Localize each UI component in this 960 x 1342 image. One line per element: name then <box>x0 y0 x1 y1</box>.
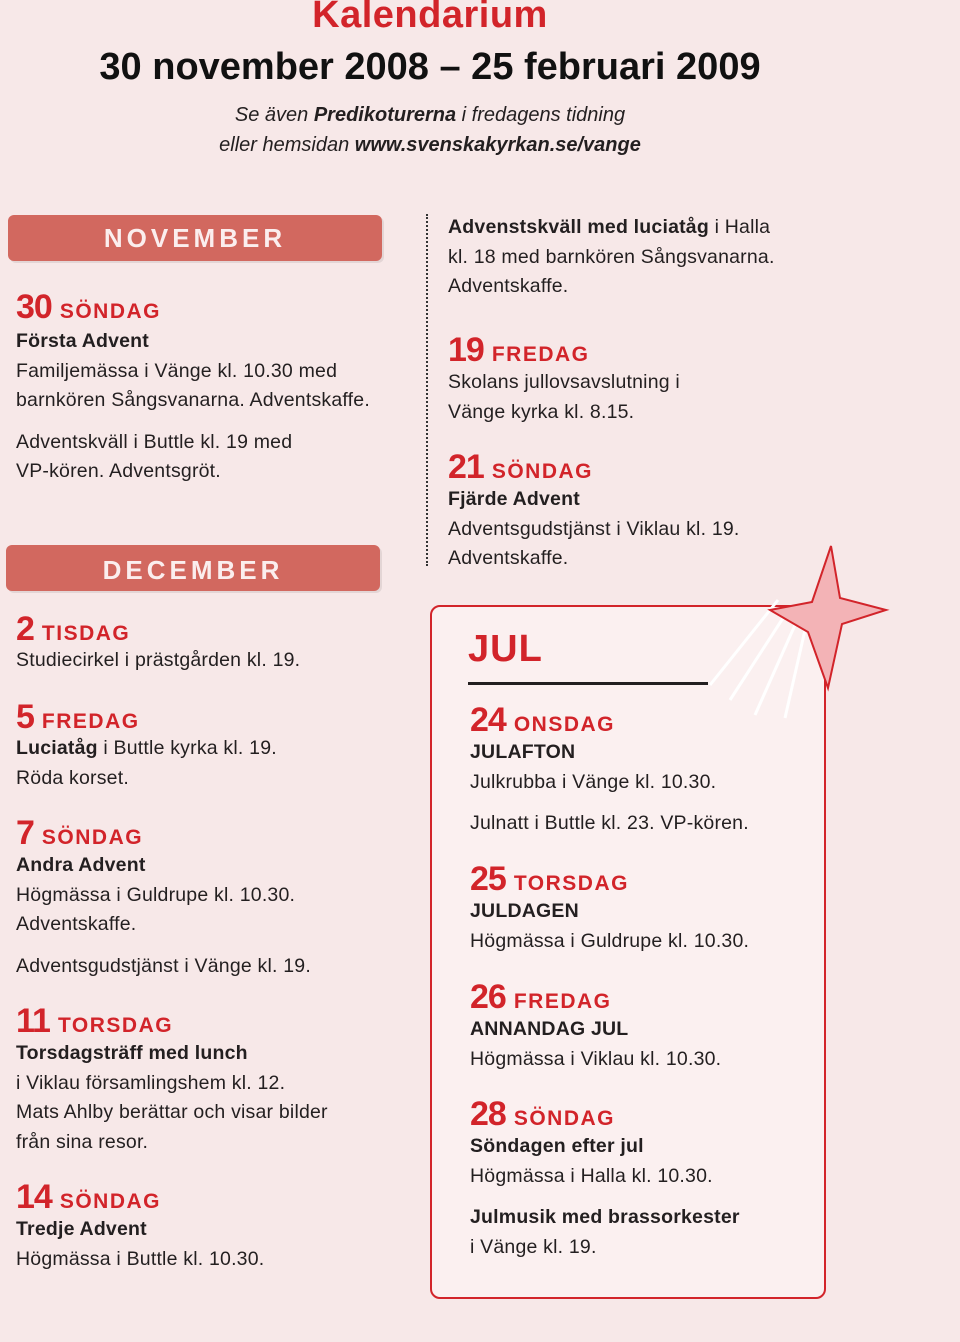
event-line: Vänge kyrka kl. 8.15. <box>448 400 635 423</box>
event-text <box>16 1039 328 1157</box>
day-number: 26 <box>470 978 506 1016</box>
event-text <box>470 1015 721 1074</box>
event-line: i Halla <box>708 216 771 238</box>
event-line: Skolans jullovsavslutning i <box>448 371 680 393</box>
day-number: 5 <box>16 698 34 736</box>
day-heading <box>470 980 612 1014</box>
day-name: TORSDAG <box>57 1014 174 1037</box>
intro-line-2 <box>0 130 860 160</box>
event-title: Advenstskväll med luciatåg <box>448 216 709 238</box>
event-title: JULDAGEN <box>470 900 579 922</box>
day-name: TORSDAG <box>513 872 629 895</box>
event-line: Familjemässa i Vänge kl. 10.30 med <box>16 359 338 382</box>
date-range-heading: 30 november 2008 – 25 februari 2009 <box>99 46 761 88</box>
day-heading <box>16 1004 173 1038</box>
month-label: DECEMBER <box>102 555 284 585</box>
event-line: Adventskaffe. <box>448 275 569 297</box>
day-number: 28 <box>470 1095 506 1133</box>
event-title: Söndagen efter jul <box>470 1135 644 1157</box>
day-heading <box>470 1097 615 1131</box>
event-line: Röda korset. <box>16 766 129 789</box>
event-text <box>448 213 775 302</box>
day-number: 21 <box>448 448 484 486</box>
event-text <box>470 897 749 956</box>
intro-text: Se även <box>234 104 314 126</box>
event-line: i Vänge kl. 19. <box>470 1235 597 1258</box>
month-bar-november <box>8 215 382 261</box>
event-text <box>16 327 370 487</box>
event-title: Luciatåg <box>16 737 98 759</box>
day-heading <box>16 1180 161 1214</box>
event-line: i Viklau församlingshem kl. 12. <box>16 1071 286 1094</box>
intro-bold: Predikoturerna <box>313 104 457 126</box>
day-number: 14 <box>16 1178 52 1216</box>
day-name: SÖNDAG <box>59 300 162 323</box>
event-line: Julnatt i Buttle kl. 23. VP-kören. <box>470 812 749 834</box>
day-name: FREDAG <box>491 343 590 366</box>
event-line: Högmässa i Guldrupe kl. 10.30. <box>470 929 750 952</box>
day-number: 11 <box>16 1002 50 1040</box>
event-line: Högmässa i Halla kl. 10.30. <box>470 1164 713 1187</box>
day-heading <box>470 703 615 737</box>
event-title: Tredje Advent <box>16 1218 147 1240</box>
day-heading <box>16 700 140 734</box>
intro-text: eller hemsidan <box>219 134 355 156</box>
event-text <box>448 485 740 574</box>
day-number: 30 <box>16 288 52 326</box>
day-name: SÖNDAG <box>491 460 594 483</box>
event-text <box>16 1215 264 1274</box>
event-line: Mats Ahlby berättar och visar bilder <box>16 1101 328 1123</box>
event-line: Adventsgudstjänst i Viklau kl. 19. <box>448 517 740 540</box>
event-line: Adventskaffe. <box>448 547 569 569</box>
day-heading <box>448 333 590 367</box>
month-label-jul: JUL <box>468 628 543 670</box>
day-name: TISDAG <box>41 622 131 645</box>
event-text <box>16 646 300 676</box>
event-line: Adventskväll i Buttle kl. 19 med <box>16 430 293 453</box>
day-name: ONSDAG <box>513 713 616 736</box>
event-line: Julkrubba i Vänge kl. 10.30. <box>470 770 717 793</box>
event-text <box>448 368 680 427</box>
day-heading <box>470 862 629 896</box>
event-line: Studiecirkel i prästgården kl. 19. <box>16 649 301 671</box>
event-line: Högmässa i Guldrupe kl. 10.30. <box>16 883 296 906</box>
event-title: Andra Advent <box>16 854 146 876</box>
intro-text: i fredagens tidning <box>456 104 626 126</box>
event-line: i Buttle kyrka kl. 19. <box>97 737 277 759</box>
event-line: VP-kören. Adventsgröt. <box>16 460 221 482</box>
event-title: JULAFTON <box>470 741 576 763</box>
day-name: FREDAG <box>513 990 612 1013</box>
website-link[interactable]: www.svenskakyrkan.se/vange <box>354 134 641 156</box>
day-name: SÖNDAG <box>59 1190 162 1213</box>
event-title: Fjärde Advent <box>448 488 580 510</box>
event-line: Högmässa i Buttle kl. 10.30. <box>16 1247 265 1270</box>
day-name: FREDAG <box>41 710 140 733</box>
column-divider <box>426 214 428 566</box>
jul-underline <box>468 682 708 685</box>
event-title: Första Advent <box>16 330 149 352</box>
day-heading <box>448 450 593 484</box>
day-number: 7 <box>16 814 34 852</box>
event-line: kl. 18 med barnkören Sångsvanarna. <box>448 245 775 268</box>
day-heading <box>16 612 130 646</box>
page-title: Kalendarium <box>312 0 548 36</box>
star-icon <box>700 540 890 720</box>
intro-line-1 <box>0 100 860 130</box>
day-heading <box>16 290 161 324</box>
day-number: 25 <box>470 860 506 898</box>
event-line: barnkören Sångsvanarna. Adventskaffe. <box>16 389 370 411</box>
day-heading <box>16 816 143 850</box>
month-bar-december <box>6 545 380 591</box>
day-number: 19 <box>448 331 484 369</box>
event-title: ANNANDAG JUL <box>470 1018 629 1040</box>
event-title: Torsdagsträff med lunch <box>16 1042 248 1064</box>
event-text <box>16 851 311 981</box>
event-text <box>470 738 749 839</box>
month-label: NOVEMBER <box>103 223 287 253</box>
event-title: Julmusik med brassorkester <box>470 1206 740 1228</box>
day-number: 24 <box>470 701 506 739</box>
event-line: Adventsgudstjänst i Vänge kl. 19. <box>16 954 311 977</box>
day-name: SÖNDAG <box>41 826 144 849</box>
event-line: Adventskaffe. <box>16 913 137 935</box>
day-number: 2 <box>16 610 34 648</box>
event-line: från sina resor. <box>16 1130 149 1153</box>
event-line: Högmässa i Viklau kl. 10.30. <box>470 1047 722 1070</box>
day-name: SÖNDAG <box>513 1107 616 1130</box>
event-text <box>16 734 277 793</box>
event-text <box>470 1132 740 1262</box>
